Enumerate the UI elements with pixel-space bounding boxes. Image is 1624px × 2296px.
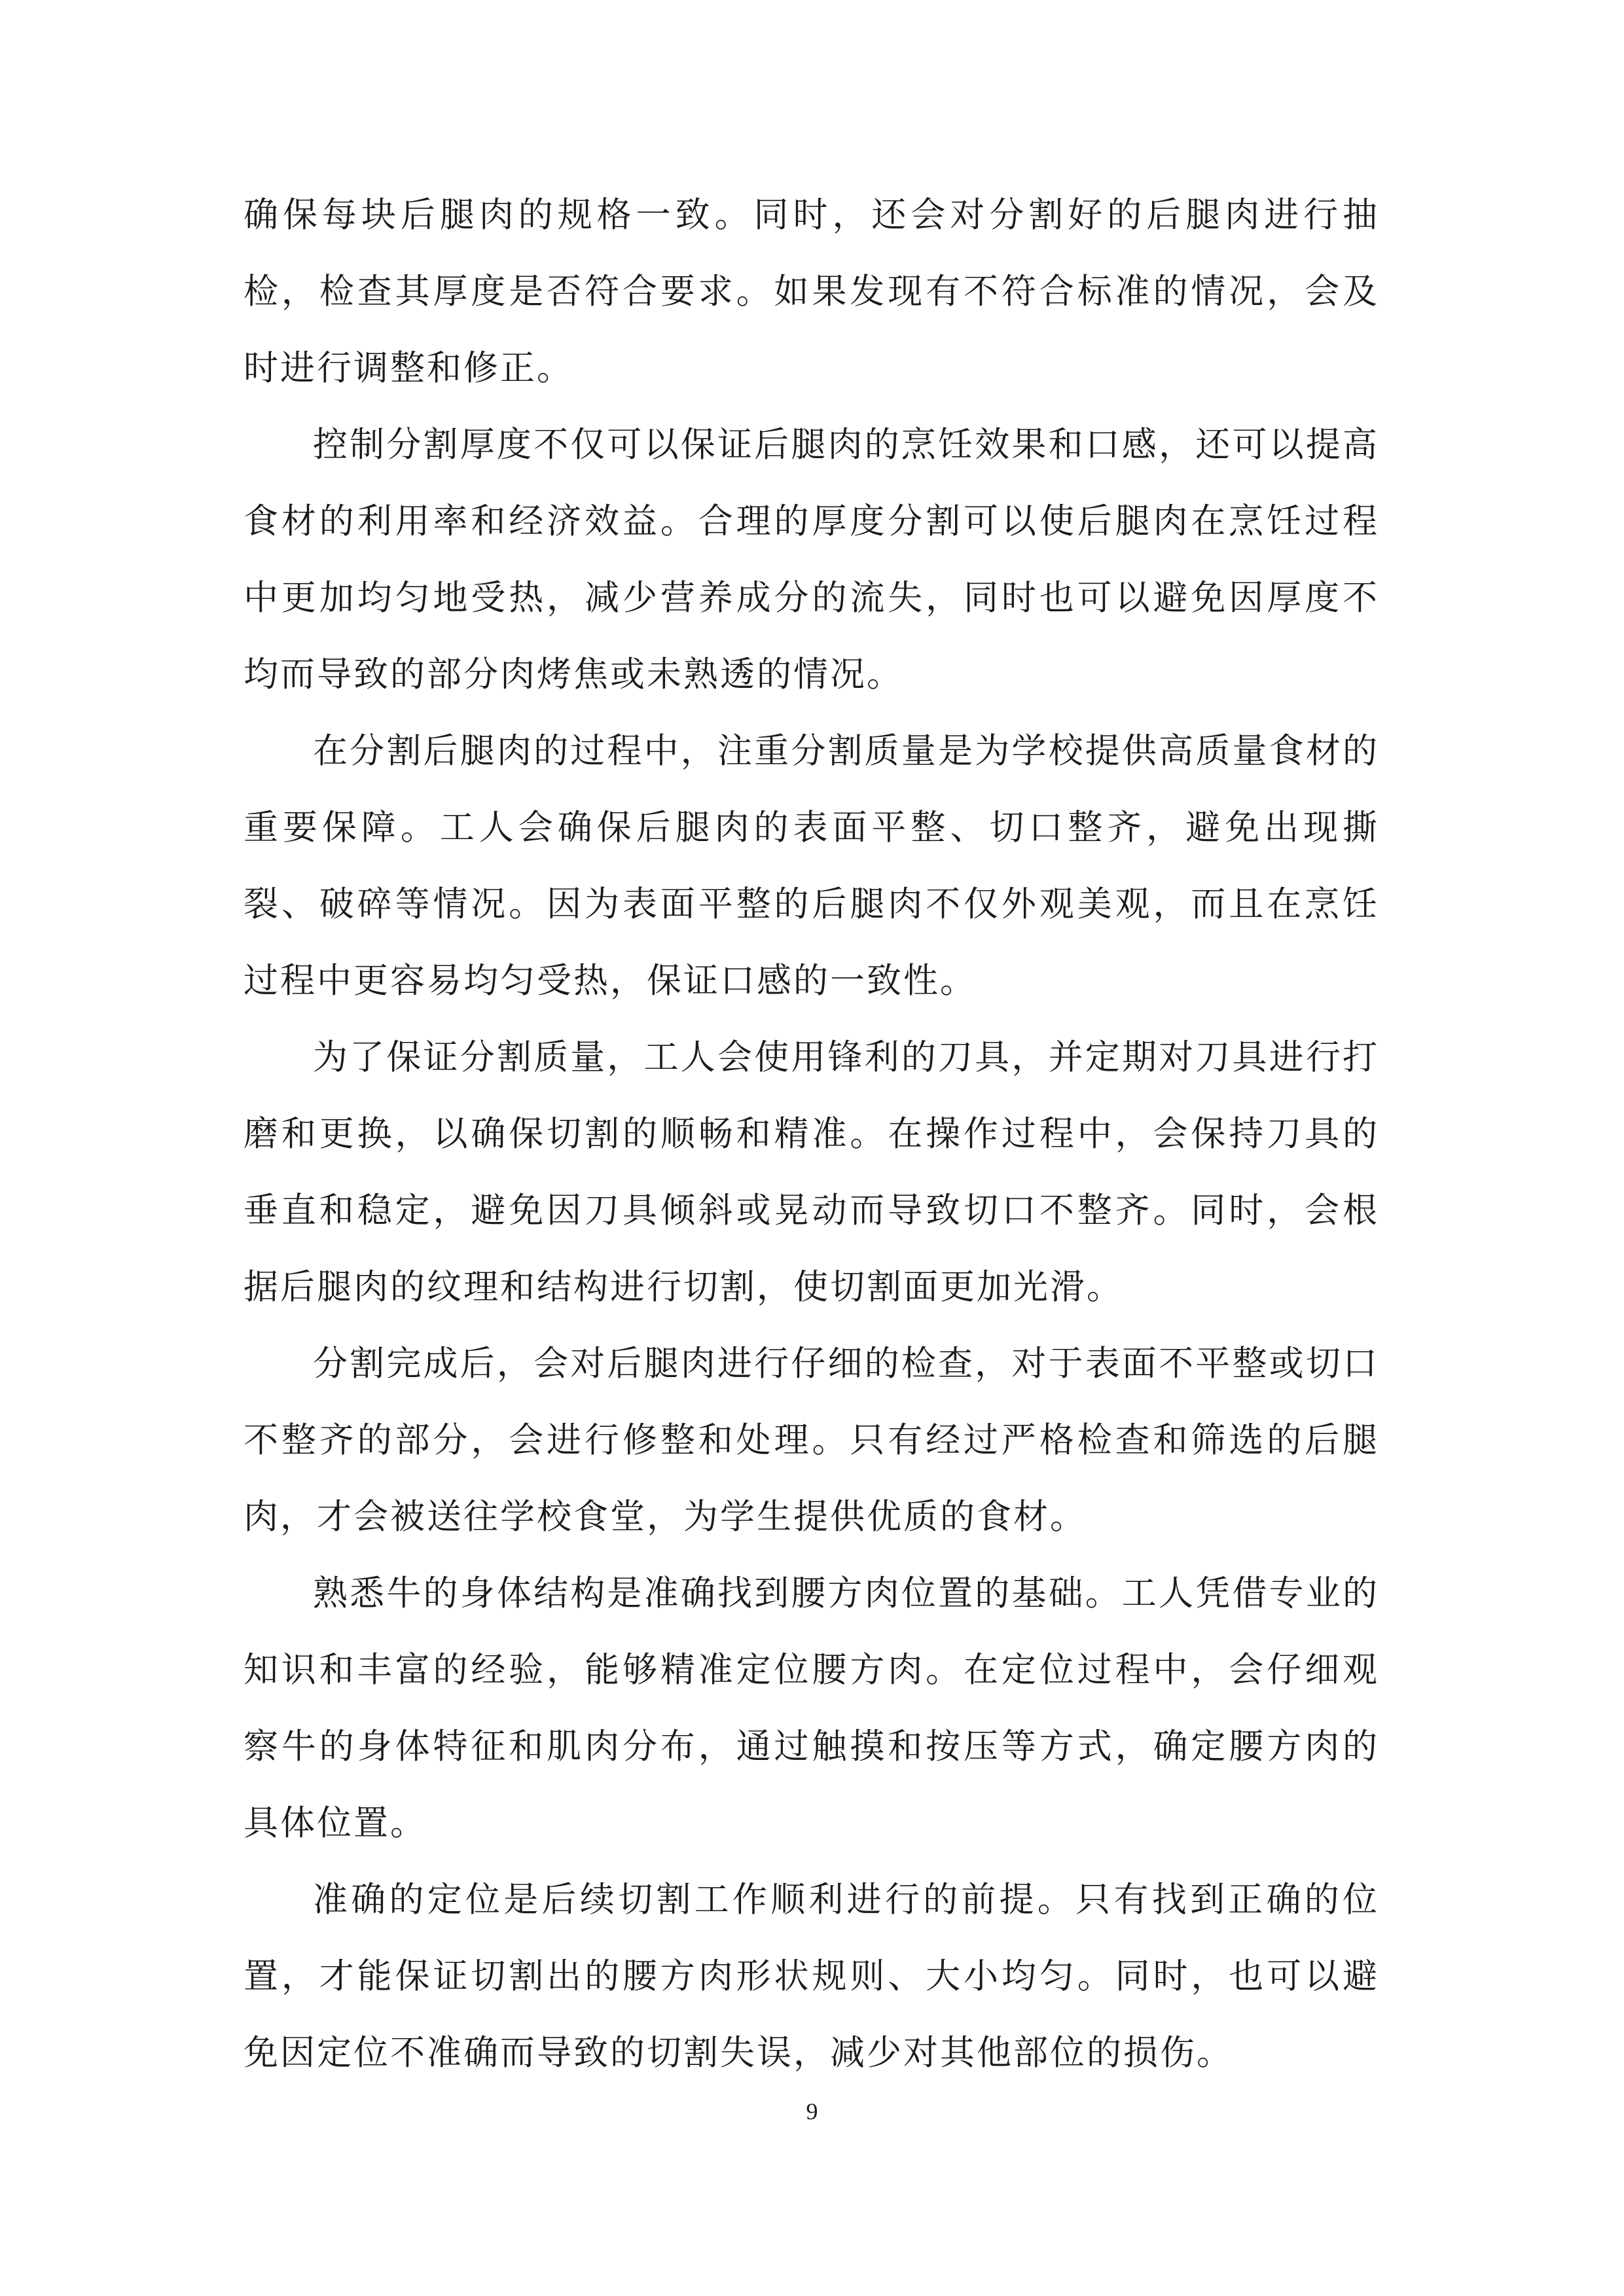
page-number: 9 — [806, 2098, 818, 2125]
paragraph-5: 分割完成后，会对后腿肉进行仔细的检查，对于表面不平整或切口不整齐的部分，会进行修整和处理。只有经过严格检查和筛选的后腿肉，才会被送往学校食堂，为学生提供优质的食材。 — [244, 1344, 1379, 1537]
paragraph-2: 控制分割厚度不仅可以保证后腿肉的烹饪效果和口感，还可以提高食材的利用率和经济效益。合理的厚度分割可以使后腿肉在烹饪过程中更加均匀地受热，减少营养成分的流失，同时也可以避免因厚度不均而导致的部分肉烤焦或未熟透的情况。 — [244, 425, 1379, 694]
paragraph-7: 准确的定位是后续切割工作顺利进行的前提。只有找到正确的位置，才能保证切割出的腰方肉形状规则、大小均匀。同时，也可以避免因定位不准确而导致的切割失误，减少对其他部位的损伤。 — [244, 1880, 1379, 2073]
paragraph-3: 在分割后腿肉的过程中，注重分割质量是为学校提供高质量食材的重要保障。工人会确保后腿肉的表面平整、切口整齐，避免出现撕裂、破碎等情况。因为表面平整的后腿肉不仅外观美观，而且在烹饪过程中更容易均匀受热，保证口感的一致性。 — [244, 731, 1379, 1001]
paragraph-4: 为了保证分割质量，工人会使用锋利的刀具，并定期对刀具进行打磨和更换，以确保切割的顺畅和精准。在操作过程中，会保持刀具的垂直和稳定，避免因刀具倾斜或晃动而导致切口不整齐。同时，会根据后腿肉的纹理和结构进行切割，使切割面更加光滑。 — [244, 1037, 1379, 1307]
paragraph-1: 确保每块后腿肉的规格一致。同时，还会对分割好的后腿肉进行抽检，检查其厚度是否符合要求。如果发现有不符合标准的情况，会及时进行调整和修正。 — [244, 195, 1379, 388]
paragraph-6: 熟悉牛的身体结构是准确找到腰方肉位置的基础。工人凭借专业的知识和丰富的经验，能够精准定位腰方肉。在定位过程中，会仔细观察牛的身体特征和肌肉分布，通过触摸和按压等方式，确定腰方肉的具体位置。 — [244, 1573, 1379, 1843]
body-text — [244, 177, 1379, 2091]
